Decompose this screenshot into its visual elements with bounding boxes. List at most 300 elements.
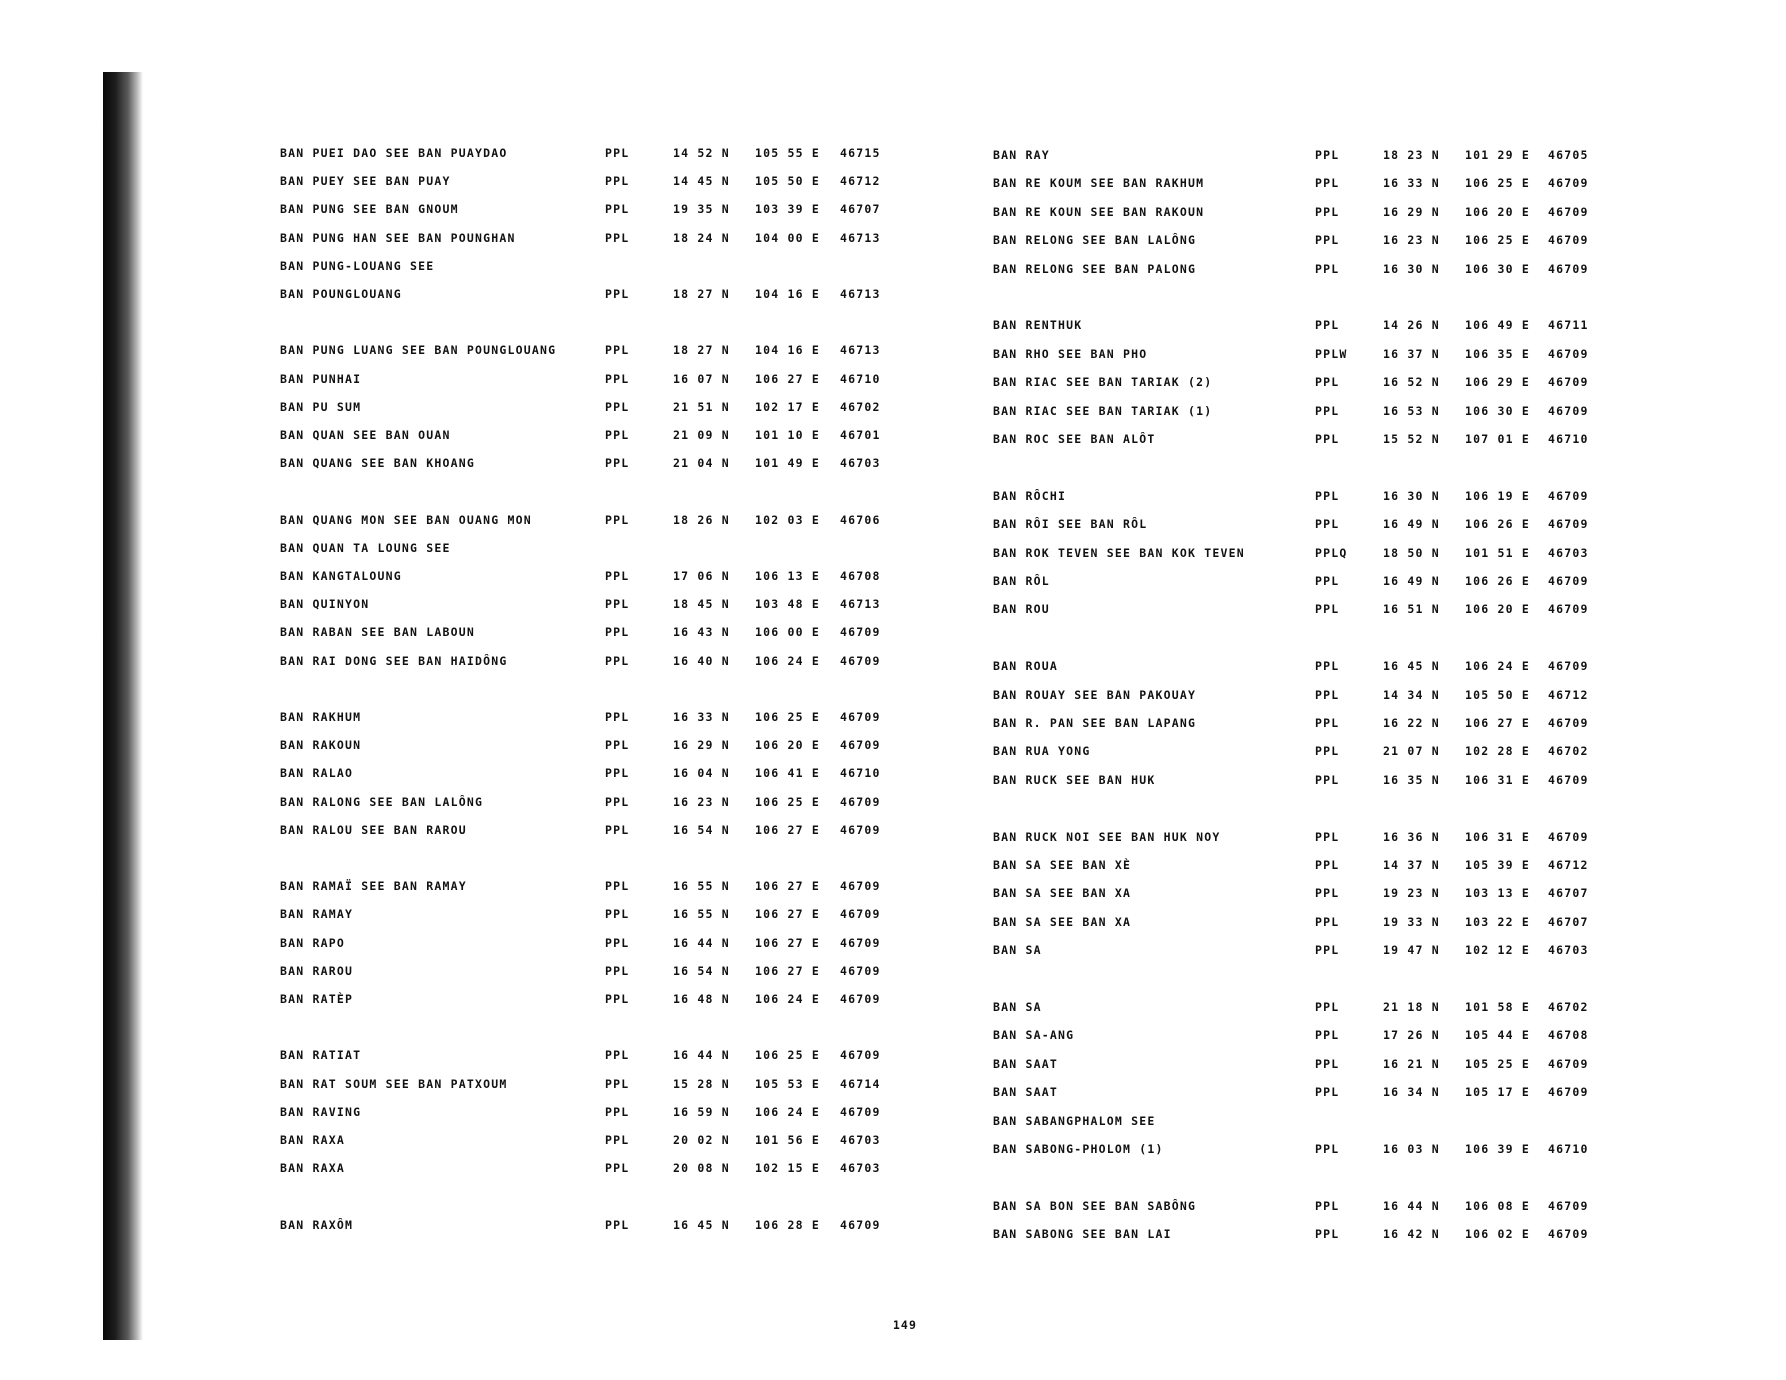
entry-name: BAN ROU (993, 602, 1050, 617)
entry-num: 46706 (840, 512, 881, 527)
entry-lat: 18 27 N (673, 287, 730, 301)
entry-lat: 16 44 N (673, 1048, 730, 1063)
entry-num: 46702 (840, 399, 881, 414)
entry-code: PPL (1315, 1227, 1340, 1242)
entry-num: 46713 (840, 230, 881, 245)
entry-lat: 16 49 N (1383, 574, 1440, 588)
entry-name: BAN RAXA (280, 1133, 345, 1147)
entry-num: 46703 (840, 1161, 881, 1176)
entry-name: BAN RAXA (280, 1161, 345, 1176)
entry-lat: 16 45 N (673, 1217, 730, 1232)
entry-lon: 106 39 E (1465, 1142, 1530, 1156)
entry-num: 46709 (840, 907, 881, 922)
entry-name: BAN RALAO (280, 766, 354, 781)
entry-num: 46702 (1548, 744, 1589, 759)
entry-lat: 19 35 N (673, 202, 730, 217)
entry-name: BAN ROUAY SEE BAN PAKOUAY (993, 687, 1197, 702)
entry-name: BAN ROK TEVEN SEE BAN KOK TEVEN (993, 545, 1245, 560)
entry-name: BAN SA-ANG (993, 1028, 1075, 1043)
entry-name: BAN RÔI SEE BAN RÔL (993, 517, 1148, 532)
entry-lon: 101 51 E (1465, 545, 1530, 560)
entry-code: PPL (1315, 318, 1340, 333)
entry-name: BAN RAY (993, 148, 1050, 162)
entry-lon: 103 13 E (1465, 886, 1530, 901)
entry-name: BAN RHO SEE BAN PHO (993, 346, 1148, 361)
entry-name: BAN RUCK SEE BAN HUK (993, 772, 1156, 787)
entry-name: BAN RIAC SEE BAN TARIAK (1) (993, 403, 1213, 418)
entry-num: 46709 (1548, 375, 1589, 390)
entry-name: BAN RÔL (993, 574, 1050, 588)
entry-num: 46709 (840, 935, 881, 950)
entry-code: PPL (1315, 716, 1340, 730)
entry-lon: 101 49 E (755, 456, 820, 471)
entry-lon: 105 50 E (755, 174, 820, 189)
entry-name: BAN RE KOUM SEE BAN RAKHUM (993, 176, 1205, 191)
entry-lat: 19 23 N (1383, 886, 1440, 901)
entry-lat: 16 48 N (673, 992, 730, 1006)
entry-name: BAN PU SUM (280, 399, 362, 414)
entry-code: PPL (605, 625, 630, 640)
entry-code: PPL (605, 399, 630, 414)
entry-name: BAN RAI DONG SEE BAN HAIDÔNG (280, 653, 508, 668)
entry-num: 46709 (1548, 602, 1589, 617)
entry-lat: 16 52 N (1383, 375, 1440, 390)
entry-lon: 106 24 E (755, 1104, 820, 1119)
entry-code: PPL (1315, 1028, 1340, 1043)
entry-num: 46703 (1548, 545, 1589, 560)
entry-lat: 16 35 N (1383, 772, 1440, 787)
entry-code: PPL (605, 146, 630, 160)
entry-lat: 14 26 N (1383, 318, 1440, 333)
entry-code: PPL (605, 794, 630, 809)
entry-name: BAN PUNG SEE BAN GNOUM (280, 202, 459, 217)
entry-lon: 105 39 E (1465, 858, 1530, 872)
entry-code: PPL (605, 710, 630, 724)
entry-code: PPL (605, 1133, 630, 1147)
entry-code: PPL (1315, 233, 1340, 248)
entry-code: PPL (605, 992, 630, 1006)
entry-name: BAN RE KOUN SEE BAN RAKOUN (993, 204, 1205, 219)
entry-lon: 101 29 E (1465, 148, 1530, 162)
entry-name: BAN SA SEE BAN XA (993, 886, 1132, 901)
entry-num: 46709 (1548, 1198, 1589, 1213)
entry-code: PPL (605, 766, 630, 781)
entry-code: PPL (1315, 403, 1340, 418)
entry-lon: 106 25 E (1465, 233, 1530, 248)
entry-code: PPL (1315, 375, 1340, 390)
entry-name: BAN RIAC SEE BAN TARIAK (2) (993, 375, 1213, 390)
entry-num: 46709 (1548, 1227, 1589, 1242)
entry-num: 46709 (840, 1048, 881, 1063)
entry-name: BAN R. PAN SEE BAN LAPANG (993, 716, 1197, 730)
page-number: 149 (892, 1318, 918, 1332)
entry-lon: 106 49 E (1465, 318, 1530, 333)
entry-lon: 106 35 E (1465, 346, 1530, 361)
entry-lat: 19 33 N (1383, 914, 1440, 929)
entry-lat: 18 26 N (673, 512, 730, 527)
entry-lat: 17 06 N (673, 569, 730, 583)
entry-name: BAN SA SEE BAN XÈ (993, 858, 1132, 872)
entry-code: PPL (605, 174, 630, 189)
entry-code: PPL (1315, 148, 1340, 162)
entry-num: 46710 (840, 371, 881, 386)
entry-num: 46703 (1548, 943, 1589, 958)
entry-lon: 103 22 E (1465, 914, 1530, 929)
entry-name: BAN SABONG-PHOLOM (1) (993, 1142, 1164, 1156)
entry-num: 46709 (840, 1217, 881, 1232)
entry-num: 46710 (1548, 1142, 1589, 1156)
entry-lat: 16 30 N (1383, 488, 1440, 503)
entry-num: 46709 (1548, 1085, 1589, 1100)
entry-num: 46713 (840, 287, 881, 301)
entry-num: 46709 (840, 794, 881, 809)
entry-lat: 15 28 N (673, 1076, 730, 1091)
entry-num: 46709 (1548, 716, 1589, 730)
entry-code: PPL (1315, 204, 1340, 219)
entry-code: PPL (1315, 432, 1340, 446)
entry-lon: 106 30 E (1465, 261, 1530, 276)
entry-code: PPLQ (1315, 545, 1348, 560)
entry-lon: 102 15 E (755, 1161, 820, 1176)
entry-lat: 15 52 N (1383, 432, 1440, 446)
entry-name: BAN RATÈP (280, 992, 354, 1006)
entry-lat: 14 37 N (1383, 858, 1440, 872)
entry-name: BAN RAMAY (280, 907, 354, 922)
entry-name: BAN RAVING (280, 1104, 362, 1119)
entry-lon: 106 00 E (755, 625, 820, 640)
entry-name: BAN RALOU SEE BAN RAROU (280, 822, 467, 837)
entry-lon: 101 56 E (755, 1133, 820, 1147)
entry-lon: 106 27 E (1465, 716, 1530, 730)
entry-lon: 106 20 E (1465, 602, 1530, 617)
entry-lat: 16 22 N (1383, 716, 1440, 730)
entry-lat: 14 52 N (673, 146, 730, 160)
entry-lat: 16 03 N (1383, 1142, 1440, 1156)
entry-lat: 16 07 N (673, 371, 730, 386)
entry-lat: 16 04 N (673, 766, 730, 781)
entry-lon: 103 39 E (755, 202, 820, 217)
entry-lat: 16 51 N (1383, 602, 1440, 617)
entry-lon: 106 27 E (755, 907, 820, 922)
entry-lon: 105 44 E (1465, 1028, 1530, 1043)
entry-lat: 16 21 N (1383, 1056, 1440, 1071)
entry-lon: 106 25 E (755, 710, 820, 724)
entry-name: BAN SABANGPHALOM SEE (993, 1113, 1156, 1128)
entry-lon: 103 48 E (755, 597, 820, 612)
entry-num: 46703 (840, 456, 881, 471)
entry-lat: 16 33 N (673, 710, 730, 724)
entry-name: BAN SA (993, 943, 1042, 958)
entry-num: 46709 (1548, 488, 1589, 503)
entry-lat: 20 02 N (673, 1133, 730, 1147)
entry-name: BAN RALONG SEE BAN LALÔNG (280, 794, 484, 809)
entry-code: PPL (1315, 1056, 1340, 1071)
entry-lat: 16 55 N (673, 879, 730, 894)
entry-lon: 106 19 E (1465, 488, 1530, 503)
entry-lon: 105 50 E (1465, 687, 1530, 702)
entry-name: BAN SABONG SEE BAN LAI (993, 1227, 1172, 1242)
entry-name: BAN RAPO (280, 935, 345, 950)
entry-lon: 102 17 E (755, 399, 820, 414)
entry-lat: 16 34 N (1383, 1085, 1440, 1100)
entry-code: PPL (605, 569, 630, 583)
entry-num: 46709 (1548, 659, 1589, 674)
entry-lon: 106 25 E (1465, 176, 1530, 191)
entry-num: 46707 (1548, 886, 1589, 901)
entry-num: 46709 (1548, 829, 1589, 844)
entry-num: 46715 (840, 146, 881, 160)
entry-lat: 17 26 N (1383, 1028, 1440, 1043)
entry-lon: 105 17 E (1465, 1085, 1530, 1100)
entry-lon: 106 24 E (1465, 659, 1530, 674)
entry-name: BAN SA SEE BAN XA (993, 914, 1132, 929)
entry-num: 46710 (840, 766, 881, 781)
entry-name: BAN PUEI DAO SEE BAN PUAYDAO (280, 146, 508, 160)
entry-lat: 18 27 N (673, 343, 730, 358)
entry-name: BAN PUNG LUANG SEE BAN POUNGLOUANG (280, 343, 557, 358)
entry-num: 46709 (1548, 403, 1589, 418)
entry-lon: 101 10 E (755, 428, 820, 442)
entry-num: 46707 (1548, 914, 1589, 929)
entry-lon: 102 28 E (1465, 744, 1530, 759)
entry-name: BAN SAAT (993, 1056, 1058, 1071)
entry-num: 46709 (1548, 574, 1589, 588)
entry-lon: 106 13 E (755, 569, 820, 583)
entry-name: BAN QUANG SEE BAN KHOANG (280, 456, 475, 471)
entry-lon: 101 58 E (1465, 1000, 1530, 1014)
entry-code: PPL (605, 653, 630, 668)
entry-code: PPL (605, 343, 630, 358)
entry-code: PPL (1315, 829, 1340, 844)
entry-lon: 106 41 E (755, 766, 820, 781)
entry-code: PPL (605, 935, 630, 950)
entry-name: BAN RAMAΪ SEE BAN RAMAY (280, 879, 467, 894)
entry-lat: 18 24 N (673, 230, 730, 245)
entry-name: BAN POUNGLOUANG (280, 287, 402, 301)
entry-code: PPL (1315, 943, 1340, 958)
entry-num: 46710 (1548, 432, 1589, 446)
scan-binding-edge (103, 72, 143, 1340)
entry-lat: 16 53 N (1383, 403, 1440, 418)
entry-name: BAN RUCK NOI SEE BAN HUK NOY (993, 829, 1221, 844)
entry-num: 46712 (840, 174, 881, 189)
entry-lon: 104 16 E (755, 343, 820, 358)
entry-name: BAN SA BON SEE BAN SABÔNG (993, 1198, 1197, 1213)
entry-num: 46709 (1548, 204, 1589, 219)
entry-code: PPL (605, 879, 630, 894)
entry-lat: 16 23 N (673, 794, 730, 809)
entry-num: 46709 (840, 822, 881, 837)
entry-name: BAN RELONG SEE BAN LALÔNG (993, 233, 1197, 248)
entry-lat: 18 45 N (673, 597, 730, 612)
entry-lat: 16 29 N (1383, 204, 1440, 219)
entry-num: 46708 (840, 569, 881, 583)
entry-lat: 16 29 N (673, 738, 730, 753)
entry-num: 46713 (840, 597, 881, 612)
entry-num: 46709 (1548, 233, 1589, 248)
entry-name: BAN RAXÔM (280, 1217, 354, 1232)
entry-code: PPL (605, 202, 630, 217)
entry-lon: 106 20 E (755, 738, 820, 753)
entry-num: 46709 (1548, 517, 1589, 532)
entry-lon: 105 53 E (755, 1076, 820, 1091)
entry-code: PPL (605, 1104, 630, 1119)
entry-name: BAN PUEY SEE BAN PUAY (280, 174, 451, 189)
entry-code: PPL (1315, 1085, 1340, 1100)
entry-code: PPL (605, 371, 630, 386)
entry-code: PPL (605, 1076, 630, 1091)
entry-code: PPLW (1315, 346, 1348, 361)
entry-lon: 106 27 E (755, 879, 820, 894)
entry-lon: 106 25 E (755, 1048, 820, 1063)
entry-num: 46709 (840, 653, 881, 668)
entry-lat: 16 42 N (1383, 1227, 1440, 1242)
entry-code: PPL (605, 287, 630, 301)
entry-name: BAN QUAN SEE BAN OUAN (280, 428, 451, 442)
entry-lat: 19 47 N (1383, 943, 1440, 958)
entry-lon: 104 16 E (755, 287, 820, 301)
entry-name: BAN ROUA (993, 659, 1058, 674)
entry-lat: 18 23 N (1383, 148, 1440, 162)
entry-name: BAN RAKHUM (280, 710, 362, 724)
entry-num: 46705 (1548, 148, 1589, 162)
entry-code: PPL (1315, 659, 1340, 674)
entry-num: 46709 (840, 992, 881, 1006)
entry-name: BAN RÔCHI (993, 488, 1067, 503)
entry-code: PPL (605, 230, 630, 245)
entry-lon: 106 24 E (755, 653, 820, 668)
entry-num: 46713 (840, 343, 881, 358)
entry-lat: 16 59 N (673, 1104, 730, 1119)
entry-lat: 21 51 N (673, 399, 730, 414)
entry-num: 46709 (840, 738, 881, 753)
entry-lat: 21 07 N (1383, 744, 1440, 759)
entry-code: PPL (1315, 744, 1340, 759)
entry-lon: 106 26 E (1465, 517, 1530, 532)
entry-num: 46702 (1548, 1000, 1589, 1014)
entry-name: BAN RUA YONG (993, 744, 1091, 759)
entry-lat: 16 54 N (673, 963, 730, 978)
entry-num: 46709 (840, 879, 881, 894)
entry-lat: 16 44 N (673, 935, 730, 950)
entry-code: PPL (605, 963, 630, 978)
entry-code: PPL (1315, 772, 1340, 787)
entry-code: PPL (1315, 574, 1340, 588)
entry-code: PPL (605, 822, 630, 837)
entry-lat: 16 49 N (1383, 517, 1440, 532)
entry-code: PPL (1315, 261, 1340, 276)
entry-name: BAN RAT SOUM SEE BAN PATXOUM (280, 1076, 508, 1091)
entry-num: 46711 (1548, 318, 1589, 333)
entry-lon: 102 03 E (755, 512, 820, 527)
entry-lon: 106 27 E (755, 371, 820, 386)
entry-lat: 16 55 N (673, 907, 730, 922)
entry-lat: 16 43 N (673, 625, 730, 640)
entry-name: BAN RAROU (280, 963, 354, 978)
entry-name: BAN RAKOUN (280, 738, 362, 753)
entry-num: 46709 (1548, 176, 1589, 191)
entry-lon: 106 29 E (1465, 375, 1530, 390)
entry-num: 46709 (840, 1104, 881, 1119)
entry-lon: 107 01 E (1465, 432, 1530, 446)
entry-lon: 106 24 E (755, 992, 820, 1006)
entry-lon: 106 27 E (755, 935, 820, 950)
entry-name: BAN ROC SEE BAN ALÔT (993, 432, 1156, 446)
entry-lon: 106 31 E (1465, 772, 1530, 787)
entry-lat: 21 04 N (673, 456, 730, 471)
entry-name: BAN KANGTALOUNG (280, 569, 402, 583)
entry-name: BAN QUAN TA LOUNG SEE (280, 540, 451, 555)
entry-name: BAN RENTHUK (993, 318, 1083, 333)
entry-code: PPL (605, 428, 630, 442)
entry-num: 46703 (840, 1133, 881, 1147)
entry-code: PPL (605, 1048, 630, 1063)
entry-code: PPL (1315, 1142, 1340, 1156)
entry-code: PPL (1315, 1000, 1340, 1014)
entry-lat: 16 44 N (1383, 1198, 1440, 1213)
entry-name: BAN QUANG MON SEE BAN OUANG MON (280, 512, 532, 527)
entry-lat: 14 34 N (1383, 687, 1440, 702)
entry-code: PPL (605, 738, 630, 753)
entry-code: PPL (1315, 488, 1340, 503)
entry-lon: 106 20 E (1465, 204, 1530, 219)
entry-lat: 16 33 N (1383, 176, 1440, 191)
entry-code: PPL (605, 1161, 630, 1176)
entry-code: PPL (605, 597, 630, 612)
entry-code: PPL (605, 512, 630, 527)
entry-lon: 106 27 E (755, 963, 820, 978)
entry-code: PPL (1315, 687, 1340, 702)
entry-lon: 102 12 E (1465, 943, 1530, 958)
entry-lon: 105 55 E (755, 146, 820, 160)
entry-num: 46709 (840, 963, 881, 978)
entry-num: 46709 (1548, 261, 1589, 276)
entry-name: BAN SAAT (993, 1085, 1058, 1100)
entry-code: PPL (1315, 602, 1340, 617)
entry-lat: 20 08 N (673, 1161, 730, 1176)
entry-name: BAN RATIAT (280, 1048, 362, 1063)
entry-code: PPL (605, 1217, 630, 1232)
entry-lat: 16 54 N (673, 822, 730, 837)
entry-lon: 104 00 E (755, 230, 820, 245)
entry-lat: 16 23 N (1383, 233, 1440, 248)
entry-num: 46709 (1548, 1056, 1589, 1071)
entry-num: 46712 (1548, 687, 1589, 702)
entry-name: BAN PUNG-LOUANG SEE (280, 258, 435, 273)
entry-lat: 16 36 N (1383, 829, 1440, 844)
entry-lat: 18 50 N (1383, 545, 1440, 560)
entry-lon: 106 31 E (1465, 829, 1530, 844)
entry-num: 46708 (1548, 1028, 1589, 1043)
entry-lon: 106 25 E (755, 794, 820, 809)
entry-code: PPL (605, 456, 630, 471)
entry-num: 46714 (840, 1076, 881, 1091)
entry-lon: 106 26 E (1465, 574, 1530, 588)
entry-lon: 106 28 E (755, 1217, 820, 1232)
entry-lat: 21 18 N (1383, 1000, 1440, 1014)
entry-lon: 106 27 E (755, 822, 820, 837)
entry-lon: 106 30 E (1465, 403, 1530, 418)
entry-name: BAN RABAN SEE BAN LABOUN (280, 625, 475, 640)
entry-code: PPL (1315, 1198, 1340, 1213)
entry-num: 46701 (840, 428, 881, 442)
entry-code: PPL (1315, 886, 1340, 901)
entry-num: 46709 (1548, 772, 1589, 787)
entry-name: BAN PUNHAI (280, 371, 362, 386)
entry-code: PPL (1315, 517, 1340, 532)
entry-name: BAN SA (993, 1000, 1042, 1014)
entry-code: PPL (605, 907, 630, 922)
